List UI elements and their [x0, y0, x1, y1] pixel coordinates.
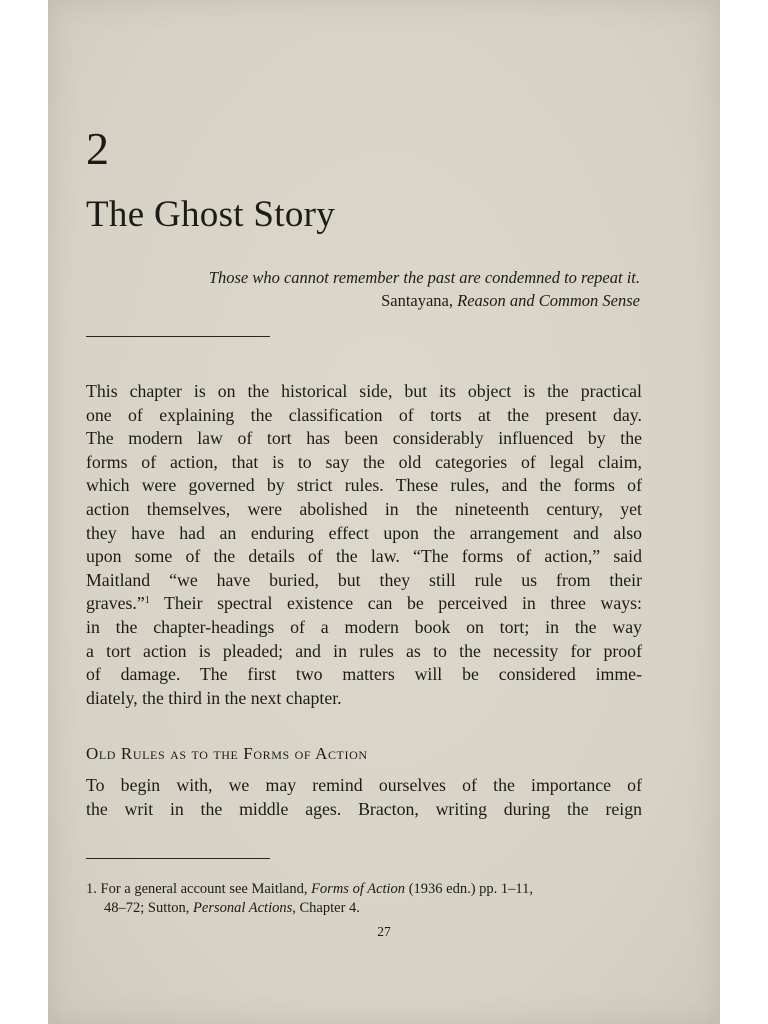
body-paragraph-2 — [86, 774, 642, 821]
footnote-line — [86, 880, 646, 899]
footnote-cited-work: Forms of Action — [311, 881, 406, 897]
chapter-number: 2 — [86, 123, 109, 174]
footnote-reference: 1 — [144, 595, 150, 607]
paragraph-line: action themselves, were abolished in the nineteenth century, yet — [86, 498, 642, 519]
body-paragraph-1 — [86, 380, 642, 710]
footnote-cited-work: Personal Actions, — [193, 900, 296, 916]
footnote-marker: 1. — [86, 881, 97, 897]
footnote-divider-rule — [86, 858, 270, 859]
footnote-text: For a general account see Maitland, — [96, 881, 312, 897]
paragraph-line: which were governed by strict rules. These rules, and the forms of — [86, 475, 642, 496]
section-heading: Old Rules as to the Forms of Action — [86, 744, 368, 763]
paragraph-line: forms of action, that is to say the old categories of legal claim, — [86, 451, 642, 472]
page-number: 27 — [377, 924, 391, 939]
epigraph — [108, 266, 640, 312]
footnote-text: (1936 edn.) pp. 1–11, — [405, 881, 533, 897]
epigraph-author: Santayana, — [381, 291, 454, 310]
divider-rule — [86, 336, 270, 337]
footnote — [86, 880, 646, 918]
chapter-title: The Ghost Story — [86, 194, 336, 235]
paragraph-line: Maitland “we have buried, but they still rule us from their — [86, 569, 642, 590]
epigraph-attribution — [108, 289, 640, 312]
paragraph-line: one of explaining the classification of torts at the present day. — [86, 404, 642, 425]
footnote-text: Chapter 4. — [295, 900, 360, 916]
book-page — [48, 0, 720, 1024]
paragraph-line: they have had an enduring effect upon the arrangement and also — [86, 522, 642, 543]
line-rest: Their spectral existence can be perceived in three ways: — [149, 593, 642, 614]
paragraph-line: the writ in the middle ages. Bracton, writing during the reign — [86, 798, 642, 819]
paragraph-line: The modern law of tort has been considerably influenced by the — [86, 428, 642, 449]
epigraph-quote: Those who cannot remember the past are condemned to repeat it. — [208, 268, 640, 287]
footnote-line — [86, 899, 646, 918]
paragraph-line: This chapter is on the historical side, but its object is the practical — [86, 381, 642, 401]
paragraph-line: To begin with, we may remind ourselves of the importance of — [86, 775, 642, 795]
paragraph-line: a tort action is pleaded; and in rules as to the necessity for proof — [86, 640, 642, 661]
line-start: graves.” — [86, 593, 145, 614]
paragraph-line: in the chapter-headings of a modern book on tort; in the way — [86, 616, 642, 637]
paragraph-line-with-footnote — [86, 592, 642, 616]
epigraph-work: Reason and Common Sense — [457, 291, 640, 310]
paragraph-line: upon some of the details of the law. “The forms of action,” said — [86, 546, 642, 567]
paragraph-line: diately, the third in the next chapter. — [86, 687, 342, 708]
paragraph-line: of damage. The first two matters will be considered imme- — [86, 664, 642, 685]
footnote-text: 48–72; Sutton, — [104, 900, 194, 916]
